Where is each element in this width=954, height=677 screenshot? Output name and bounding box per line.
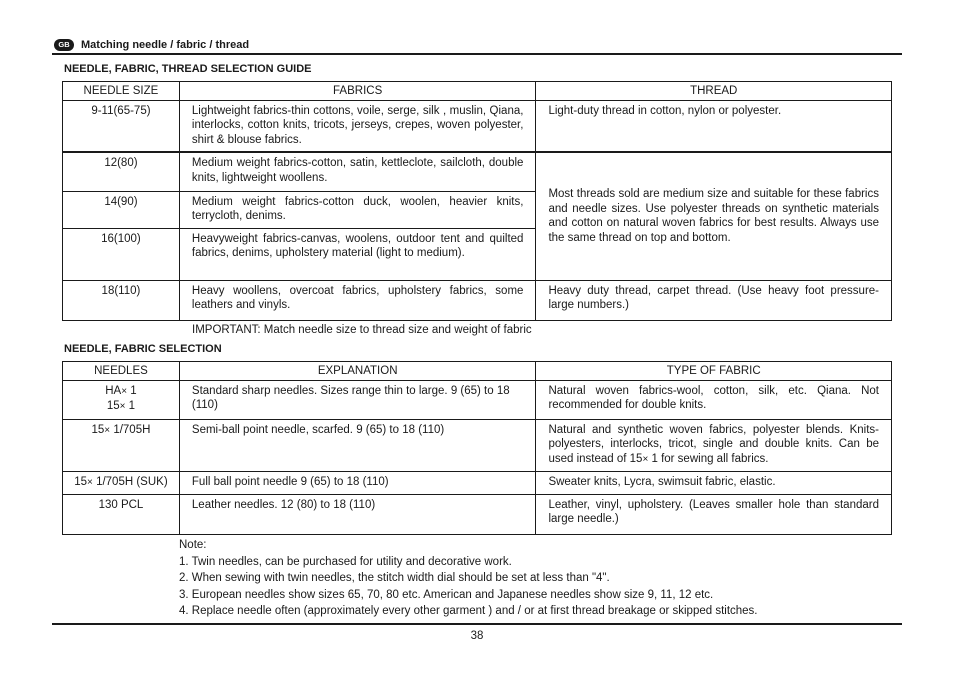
table-row xyxy=(63,100,892,152)
thread-cell: Light-duty thread in cotton, nylon or polyester. xyxy=(536,100,892,152)
fabric-type-cell: Natural and synthetic woven fabrics, polyester blends. Knits-polyesters, interlocks, tricot, single and double knits. Can be used instead of 15× 1 for sewing all fabrics. xyxy=(536,419,892,471)
fabric-cell: Heavy woollens, overcoat fabrics, upholstery fabrics, some leathers and vinyls. xyxy=(179,280,536,320)
column-header: THREAD xyxy=(536,82,892,101)
top-rule xyxy=(52,53,902,55)
table-row xyxy=(63,494,892,534)
needle-cell: 130 PCL xyxy=(63,494,180,534)
fabric-type-cell: Natural woven fabrics-wool, cotton, silk, etc. Qiana. Not recommended for double knits. xyxy=(536,380,892,419)
note-item: 4. Replace needle often (approximately every other garment ) and / or at first thread breakage or skipped stitches. xyxy=(179,605,758,617)
thread-selection-table xyxy=(62,81,892,321)
times-icon: × xyxy=(642,453,649,465)
times-icon: × xyxy=(87,476,93,488)
explanation-cell: Standard sharp needles. Sizes range thin to large. 9 (65) to 18 (110) xyxy=(179,380,536,419)
fabric-type-cell: Leather, vinyl, upholstery. (Leaves smaller hole than standard large needle.) xyxy=(536,494,892,534)
needle-size-cell: 9-11(65-75) xyxy=(63,100,180,152)
column-header: EXPLANATION xyxy=(179,362,536,381)
selection-section-title: NEEDLE, FABRIC SELECTION xyxy=(64,343,222,355)
note-item: 3. European needles show sizes 65, 70, 80 etc. American and Japanese needles show size 9, 11, 12 etc. xyxy=(179,588,714,601)
guide-section-title: NEEDLE, FABRIC, THREAD SELECTION GUIDE xyxy=(64,63,312,75)
needle-size-cell: 16(100) xyxy=(63,228,180,280)
table-header-row xyxy=(63,362,892,381)
column-header: FABRICS xyxy=(179,82,536,101)
times-icon: × xyxy=(119,401,126,412)
important-note: IMPORTANT: Match needle size to thread size and weight of fabric xyxy=(192,324,532,336)
needle-fabric-table xyxy=(62,361,892,535)
explanation-cell: Semi-ball point needle, scarfed. 9 (65) to 18 (110) xyxy=(179,419,536,471)
needle-cell: HA× 1 15× 1 xyxy=(63,380,180,419)
needle-cell: 15× 1/705H xyxy=(63,419,180,471)
page-header xyxy=(52,37,902,53)
fabric-cell: Lightweight fabrics-thin cottons, voile, serge, silk , muslin, Qiana, interlocks, cotton knits, tricots, jerseys, crepes, woven polyester, shirt & blouse fabrics. xyxy=(179,100,536,152)
table-row xyxy=(63,380,892,419)
table-row xyxy=(63,471,892,494)
bottom-rule xyxy=(52,623,902,625)
needle-cell: 15× 1/705H (SUK) xyxy=(63,471,180,494)
column-header: NEEDLE SIZE xyxy=(63,82,180,101)
table-row xyxy=(63,152,892,191)
fabric-cell: Medium weight fabrics-cotton, satin, kettleclote, sailcloth, double knits, lightweight woollens. xyxy=(179,152,536,191)
header-title: Matching needle / fabric / thread xyxy=(81,39,250,51)
page-number: 38 xyxy=(470,630,484,642)
explanation-cell: Full ball point needle 9 (65) to 18 (110) xyxy=(179,471,536,494)
notes-label: Note: xyxy=(179,539,207,551)
fabric-cell: Medium weight fabrics-cotton duck, woolen, heavier knits, terrycloth, denims. xyxy=(179,191,536,228)
notes-block xyxy=(179,537,758,620)
note-item: 1. Twin needles, can be purchased for utility and decorative work. xyxy=(179,555,512,568)
fabric-type-cell: Sweater knits, Lycra, swimsuit fabric, elastic. xyxy=(536,471,892,494)
explanation-cell: Leather needles. 12 (80) to 18 (110) xyxy=(179,494,536,534)
shared-thread-cell: Most threads sold are medium size and suitable for these fabrics and needle sizes. Use polyester threads on synthetic materials and cotton on natural woven fabrics for best results. Always use the same thread on top and bottom. xyxy=(536,152,892,280)
note-item: 2. When sewing with twin needles, the stitch width dial should be set at less than "4". xyxy=(179,572,610,584)
column-header: NEEDLES xyxy=(63,362,180,381)
gb-language-badge: GB xyxy=(54,39,74,51)
table-header-row xyxy=(63,82,892,101)
fabric-cell: Heavyweight fabrics-canvas, woolens, outdoor tent and quilted fabrics, denims, upholstery material (light to medium). xyxy=(179,228,536,280)
times-icon: × xyxy=(121,385,128,397)
table-row xyxy=(63,419,892,471)
needle-size-cell: 12(80) xyxy=(63,152,180,191)
needle-size-cell: 14(90) xyxy=(63,191,180,228)
thread-cell: Heavy duty thread, carpet thread. (Use heavy foot pressure-large numbers.) xyxy=(536,280,892,320)
table-row xyxy=(63,280,892,320)
needle-size-cell: 18(110) xyxy=(63,280,180,320)
times-icon: × xyxy=(104,424,111,436)
column-header: TYPE OF FABRIC xyxy=(536,362,892,381)
